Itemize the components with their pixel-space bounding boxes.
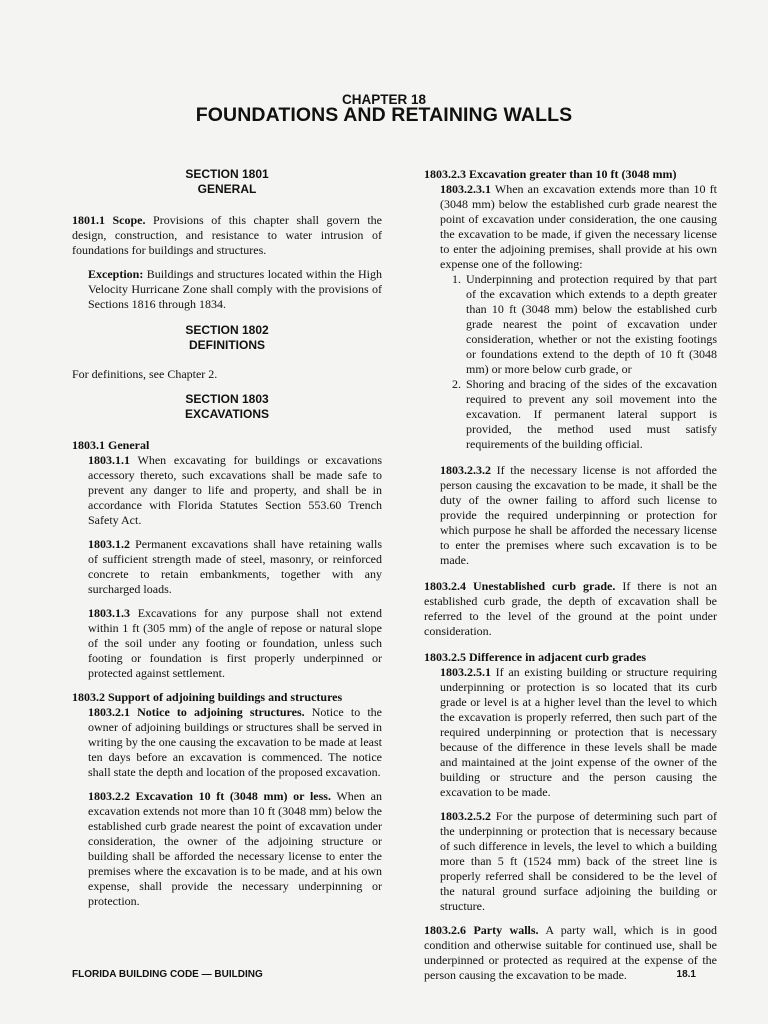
paragraph-1803-2-3-1: 1803.2.3.1 When an excavation extends more than 10 ft (3048 mm) below the established curb grade nearest the point of excavation under consideration, the one causing the excavation to be made, if given the necessary license to enter the adjoining premises, shall provide at his own expense one of the following: xyxy=(440,182,717,271)
paragraph-1803-2-4: 1803.2.4 Unestablished curb grade. If there is not an established curb grade, the depth of excavation shall be referred to the level of the ground at the point under consideration. xyxy=(424,579,718,638)
chapter-title: FOUNDATIONS AND RETAINING WALLS xyxy=(195,104,573,126)
paragraph-1803-2-3-2: 1803.2.3.2 If the necessary license is not afforded the person causing the excavation to be made, it shall be the duty of the owner failing to afford such license to provide the required underpinning or protection for which purpose he shall be afforded the necessary license to enter the premises where such excavation is to be made. xyxy=(440,463,717,567)
chapter-number: CHAPTER 18 xyxy=(341,92,427,107)
paragraph-1803-2-5-1: 1803.2.5.1 If an existing building or structure requiring underpinning or protection is so located that its curb grade or level is at a higher level than the level to which the excavation is properly referred, then such part of the required underpinning or protection that is necessary because of the difference in these levels shall be made and maintained at the joint expense of the owner of the building or structure and the person causing the excavation to be made. xyxy=(440,665,717,799)
heading-1803-2-3: 1803.2.3 Excavation greater than 10 ft (3048 mm) xyxy=(424,167,677,181)
paragraph-1803-2-2: 1803.2.2 Excavation 10 ft (3048 mm) or less. When an excavation extends not more than 10 ft (3048 mm) below the established curb grade nearest the point of excavation under consideration, the owner of the adjoining structure or building shall be afforded the necessary license to enter the premises where the excavation is to be made, and at his own expense, shall provide the necessary underpinning or protection. xyxy=(88,789,383,908)
heading-1803-2: 1803.2 Support of adjoining buildings and structures xyxy=(72,690,343,704)
footer-code-title: FLORIDA BUILDING CODE — BUILDING xyxy=(72,969,263,980)
paragraph-1803-1-3: 1803.1.3 Excavations for any purpose shall not extend within 1 ft (305 mm) of the angle of repose or natural slope of the soil under any footing or foundation, unless such footing or foundation is first properly underpinned or protected against settlement. xyxy=(88,606,382,680)
right-column xyxy=(424,167,717,983)
paragraph-1803-1-2: 1803.1.2 Permanent excavations shall have retaining walls of sufficient strength made of steel, masonry, or reinforced concrete to retain embankments, together with any surcharged loads. xyxy=(88,537,382,596)
paragraph-1803-2-5-2: 1803.2.5.2 For the purpose of determining such part of the underpinning or protection that is necessary because of such difference in levels, the level to which a building more than 5 ft (1524 mm) back of the street line is properly referred shall be considered to be the level of the natural ground surface adjoining the building or structure. xyxy=(440,809,717,913)
paragraph-1803-2-6: 1803.2.6 Party walls. A party wall, which is in good condition and otherwise suitable for continued use, shall be underpinned or protected as required at the expense of the person causing the excavation to be made. xyxy=(424,923,718,982)
heading-1803-1: 1803.1 General xyxy=(72,438,150,452)
paragraph-1803-1-1: 1803.1.1 When excavating for buildings or excavations accessory thereto, such excavations shall be made safe to prevent any danger to life and property, and shall be in accordance with Florida Statutes Section 553.60 Trench Safety Act. xyxy=(88,453,382,527)
paragraph-1801-1: 1801.1 Scope. Provisions of this chapter shall govern the design, construction, and resistance to water intrusion of foundations for buildings and structures. xyxy=(72,213,383,257)
exception-paragraph: Exception: Buildings and structures located within the High Velocity Hurricane Zone shall comply with the provisions of Sections 1816 through 1834. xyxy=(88,267,382,311)
list-item: 1. Underpinning and protection required by that part of the excavation which extends to a depth greater than 10 ft (3048 mm) below the established curb grade nearest the point of excavation under consideration, whether or not the existing footings or foundations extend to the depth of 10 ft (3048 mm) or more below curb grade, or xyxy=(452,272,717,376)
section-1802-heading: SECTION 1802 DEFINITIONS xyxy=(185,323,269,352)
footer-page-number: 18.1 xyxy=(676,969,696,980)
section-1801-heading: SECTION 1801 GENERAL xyxy=(185,167,269,196)
paragraph-1803-2-1: 1803.2.1 Notice to adjoining structures. Notice to the owner of adjoining buildings or structures shall be served in writing by the one causing the excavation to be made at least ten days before an excavation is commenced. The notice shall state the depth and location of the proposed excavation. xyxy=(88,705,382,779)
option-list xyxy=(424,272,717,452)
section-1803-heading: SECTION 1803 EXCAVATIONS xyxy=(184,392,269,421)
definitions-paragraph: For definitions, see Chapter 2. xyxy=(72,367,218,381)
list-item: 2. Shoring and bracing of the sides of the excavation required to prevent any soil movement into the excavation. If permanent lateral support is provided, the method used must satisfy requirements of the building official. xyxy=(452,377,717,451)
left-column xyxy=(72,167,382,909)
heading-1803-2-5: 1803.2.5 Difference in adjacent curb grades xyxy=(424,650,647,664)
